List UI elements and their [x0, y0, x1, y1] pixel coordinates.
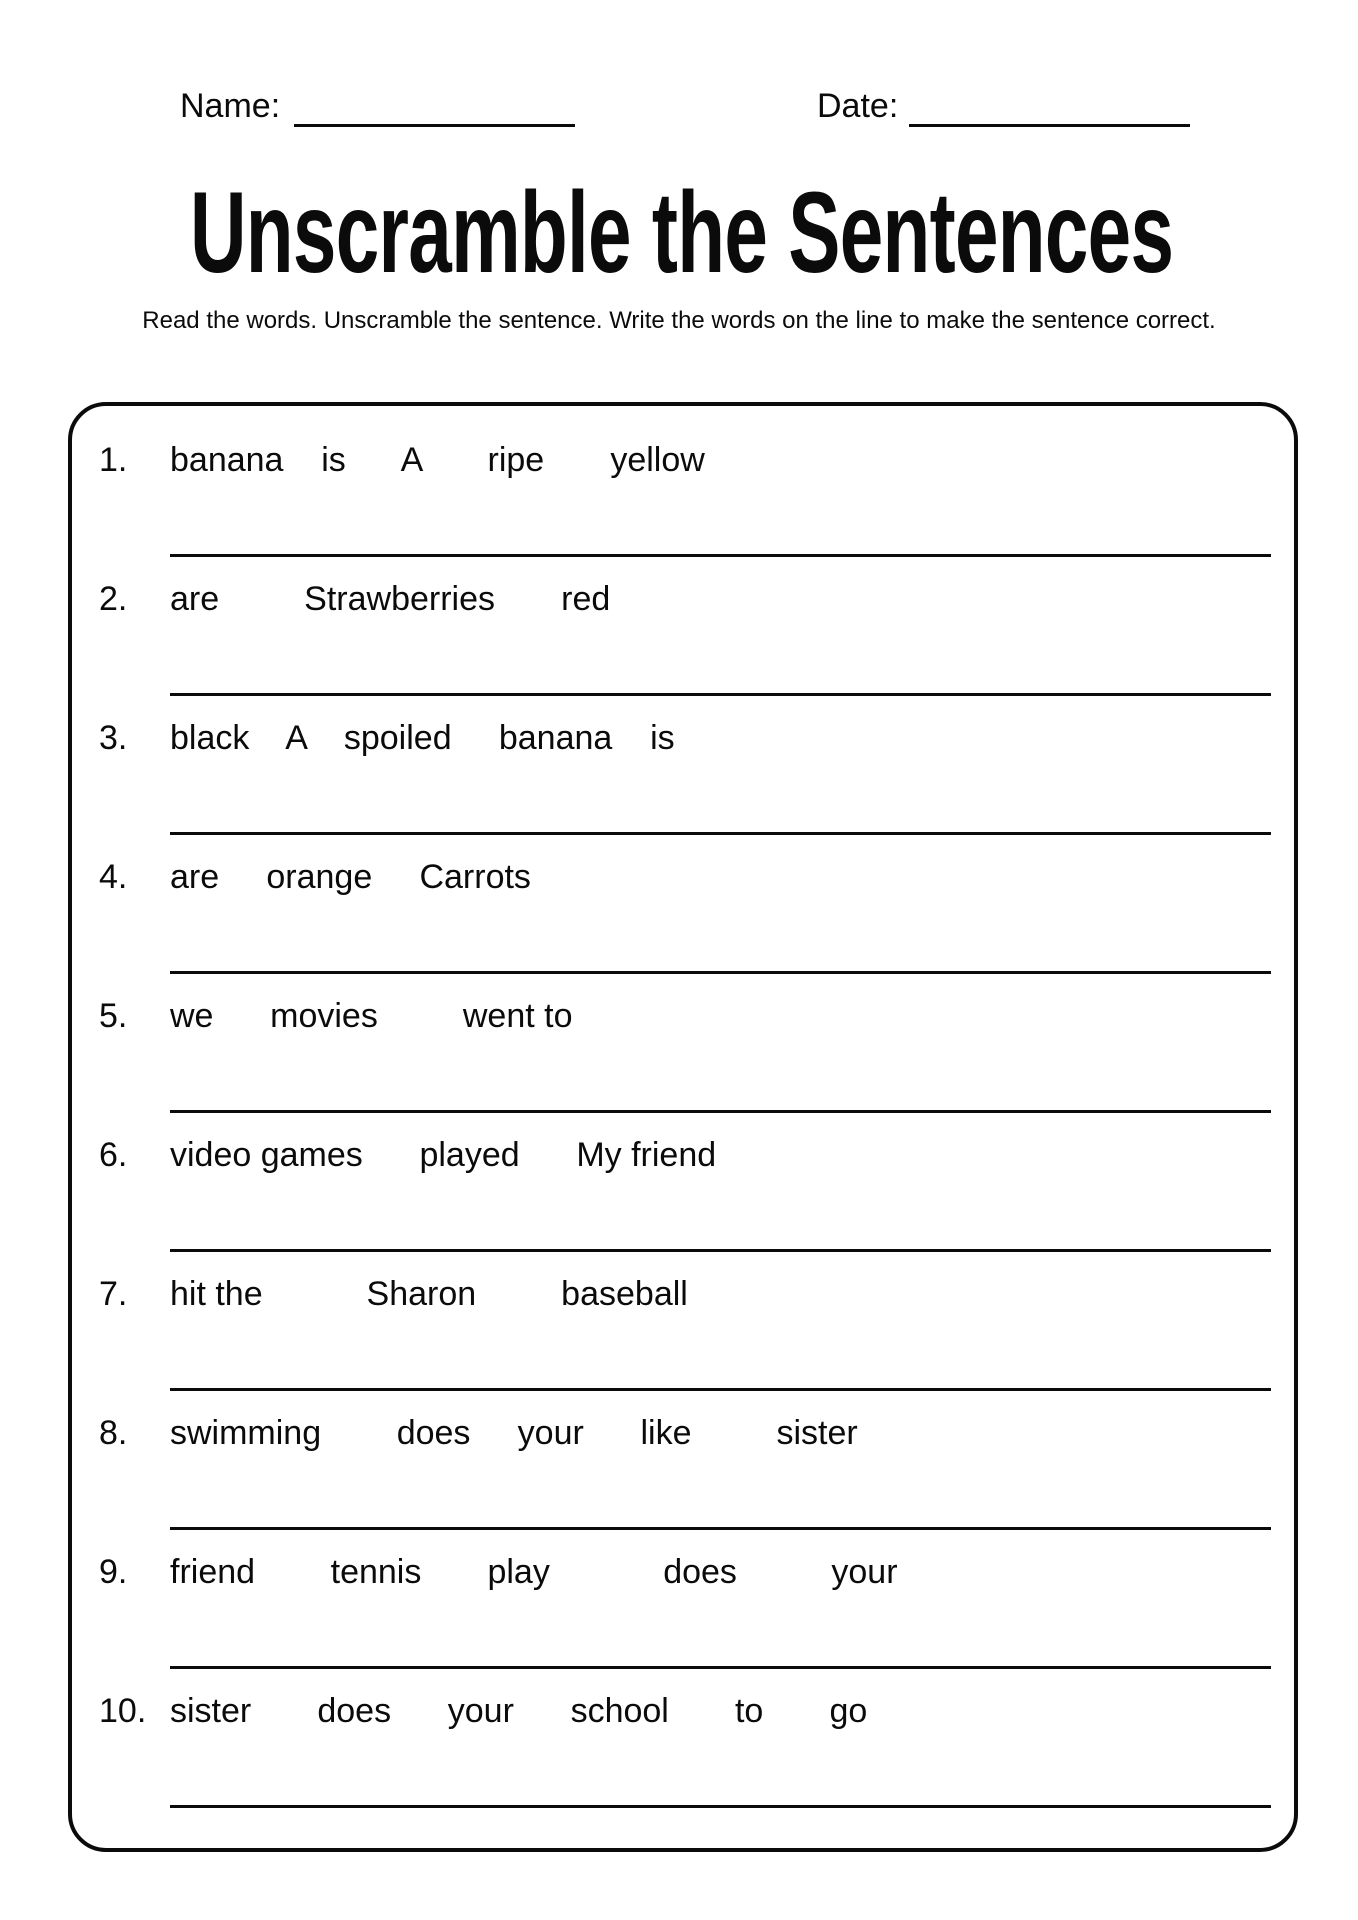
item-scrambled-words: banana is A ripe yellow: [170, 441, 705, 479]
item-scrambled-words: sister does your school to go: [170, 1692, 868, 1730]
item-number: 9.: [99, 1553, 128, 1591]
answer-line: [170, 832, 1271, 835]
item-scrambled-words: friend tennis play does your: [170, 1553, 898, 1591]
answer-line: [170, 1527, 1271, 1530]
item-number: 6.: [99, 1136, 128, 1174]
item-number: 4.: [99, 858, 128, 896]
answer-line: [170, 971, 1271, 974]
item-number: 5.: [99, 997, 128, 1035]
worksheet-item: [72, 422, 1294, 561]
answer-line: [170, 693, 1271, 696]
answer-line: [170, 1388, 1271, 1391]
worksheet-item: [72, 1117, 1294, 1256]
worksheet-item: [72, 1673, 1294, 1812]
worksheet-item: [72, 839, 1294, 978]
item-scrambled-words: are Strawberries red: [170, 580, 611, 618]
item-scrambled-words: we movies went to: [170, 997, 573, 1035]
worksheet-box: [68, 402, 1298, 1852]
page-title: Unscramble the Sentences: [190, 169, 1174, 297]
worksheet-item: [72, 978, 1294, 1117]
answer-line: [170, 1110, 1271, 1113]
date-label: Date:: [817, 87, 899, 125]
item-scrambled-words: swimming does your like sister: [170, 1414, 858, 1452]
worksheet-item: [72, 561, 1294, 700]
answer-line: [170, 1249, 1271, 1252]
answer-line: [170, 554, 1271, 557]
item-number: 3.: [99, 719, 128, 757]
worksheet-item: [72, 700, 1294, 839]
item-scrambled-words: black A spoiled banana is: [170, 719, 675, 757]
item-scrambled-words: hit the Sharon baseball: [170, 1275, 688, 1313]
item-number: 8.: [99, 1414, 128, 1452]
item-number: 2.: [99, 580, 128, 618]
date-blank-line: [909, 124, 1190, 127]
answer-line: [170, 1805, 1271, 1808]
worksheet-item: [72, 1534, 1294, 1673]
name-label: Name:: [180, 87, 281, 125]
name-blank-line: [294, 124, 575, 127]
worksheet-item: [72, 1256, 1294, 1395]
item-number: 10.: [99, 1692, 147, 1730]
worksheet-item: [72, 1395, 1294, 1534]
answer-line: [170, 1666, 1271, 1669]
item-scrambled-words: are orange Carrots: [170, 858, 531, 896]
item-number: 1.: [99, 441, 128, 479]
item-scrambled-words: video games played My friend: [170, 1136, 717, 1174]
item-number: 7.: [99, 1275, 128, 1313]
instructions-text: Read the words. Unscramble the sentence. Write the words on the line to make the sentence correct.: [142, 307, 1216, 334]
